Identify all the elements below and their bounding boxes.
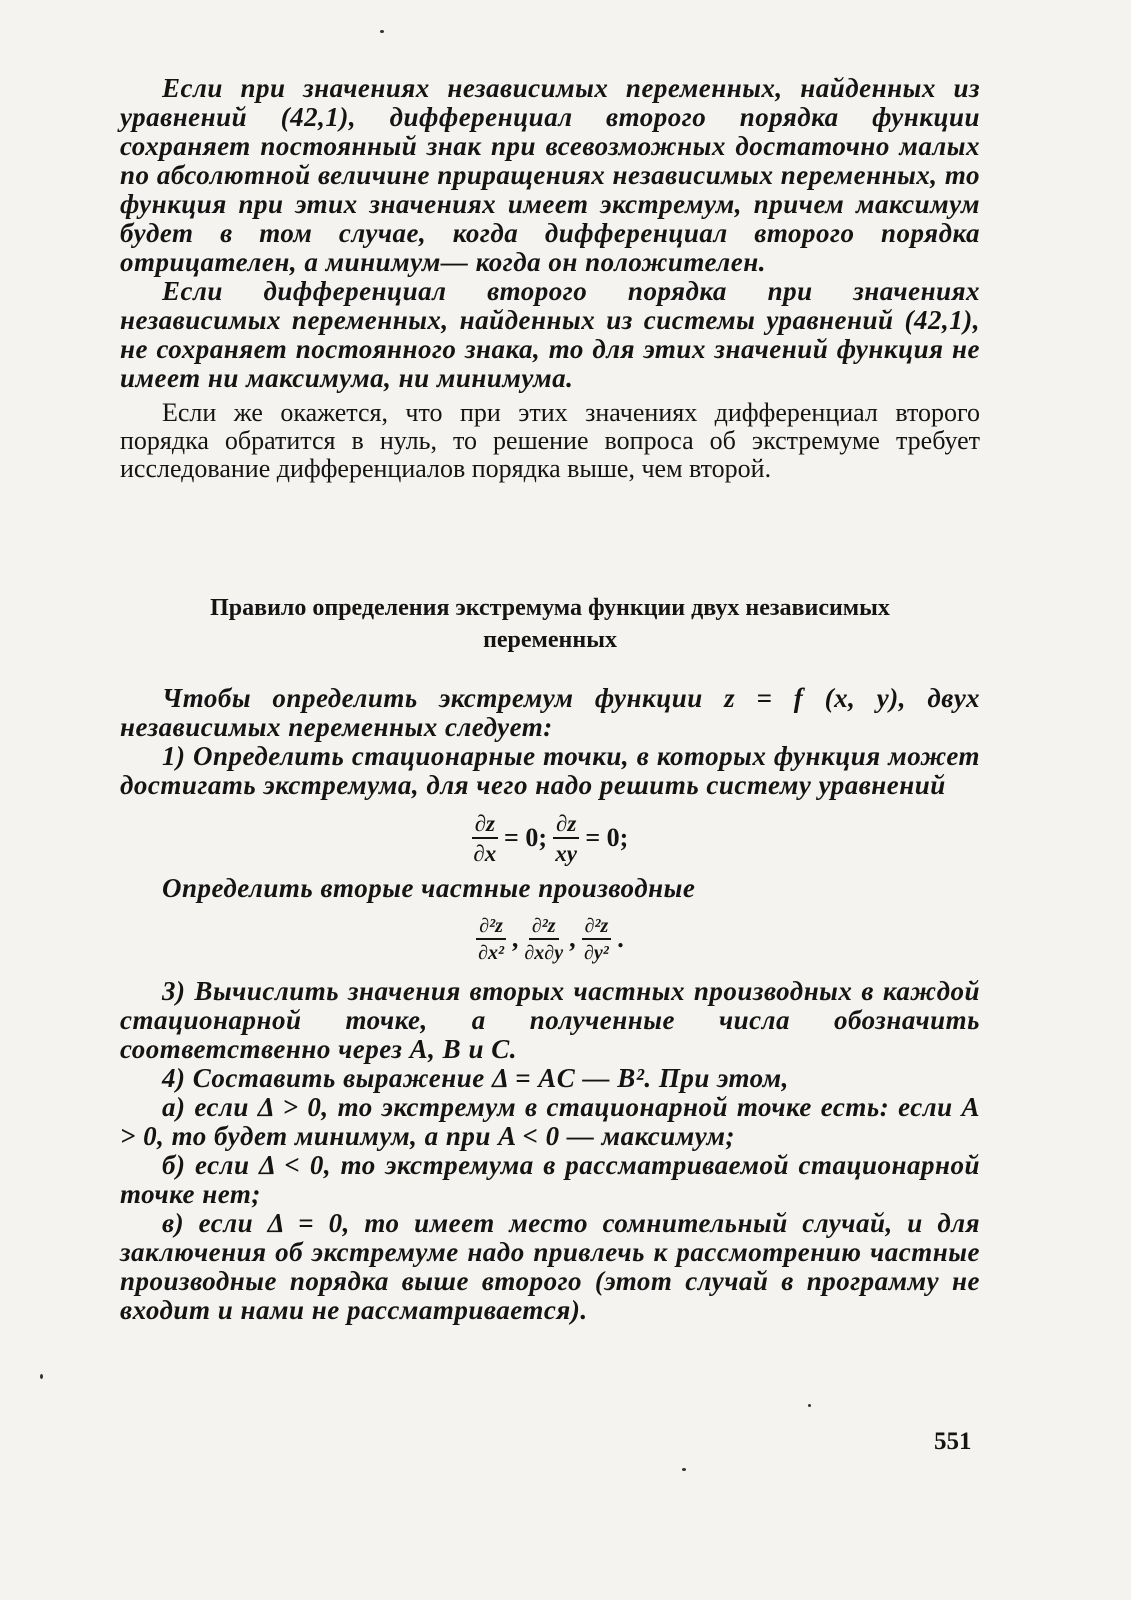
second-partial-xx	[476, 916, 506, 963]
rule-step-1: 1) Определить стационарные точки, в которых функция может достигать экстремума, для чего надо решить систему уравнений	[120, 741, 980, 800]
fraction-numerator: ∂²z	[529, 916, 559, 940]
theorem-block	[120, 74, 980, 483]
equals-zero: = 0;	[585, 823, 629, 852]
case-c: в) если Δ = 0, то имеет место сомнительный случай, и для заключения об экстремуме надо привлечь к рассмотрению частные производные порядка выше второго (этот случай в программу не входит и нами не рассматривается).	[120, 1208, 980, 1325]
fraction-denominator: ∂x²	[478, 941, 505, 964]
page-number: 551	[934, 1428, 972, 1455]
scan-speck	[808, 1404, 811, 1407]
second-partial-xy	[524, 916, 563, 963]
separator: .	[617, 924, 624, 953]
fraction-denominator: ∂x∂y	[524, 941, 564, 964]
case-b: б) если Δ < 0, то экстремума в рассматриваемой стационарной точке нет;	[120, 1150, 980, 1209]
second-derivatives	[120, 911, 980, 967]
scan-speck	[682, 1468, 686, 1471]
equals-zero: = 0;	[504, 823, 547, 852]
fraction-numerator: ∂²z	[476, 916, 506, 940]
rule-block	[120, 684, 980, 1325]
stationary-equations	[120, 810, 980, 866]
partial-z-x-fraction	[472, 812, 498, 865]
fraction-denominator: ∂y²	[584, 941, 609, 964]
fraction-denominator: ∂x	[473, 840, 497, 866]
second-partial-yy	[582, 916, 612, 963]
section-heading-block	[150, 592, 950, 656]
scan-speck	[380, 30, 384, 33]
scan-speck	[40, 1374, 43, 1379]
separator: ,	[569, 924, 576, 953]
rule-step-4: 4) Составить выражение Δ = AC — B². При этом,	[162, 1063, 789, 1093]
theorem-paragraph-no-extremum: Если дифференциал второго порядка при значениях независимых переменных, найденных из системы уравнений (42,1), не сохраняет постоянного знака, то для этих значений функция не имеет ни максимума, ни минимума.	[120, 276, 980, 393]
fraction-numerator: ∂z	[472, 812, 498, 839]
fraction-numerator: ∂²z	[582, 916, 612, 940]
section-heading: Правило определения экстремума функции двух независимых переменных	[210, 595, 890, 653]
rule-step-2: Определить вторые частные производные	[162, 873, 696, 903]
rule-step-3: 3) Вычислить значения вторых частных производных в каждой стационарной точке, а полученные числа обозначить соответственно через A, B и C.	[120, 976, 980, 1064]
theorem-paragraph-extremum-condition: Если при значениях независимых переменных, найденных из уравнений (42,1), дифференциал второго порядка функции сохраняет постоянный знак при всевозможных достаточно малых по абсолютной величине приращениях независимых переменных, то функция при этих значениях имеет экстремум, причем максимум будет в том случае, когда дифференциал второго порядка отрицателен, а минимум— когда он положителен.	[120, 73, 980, 277]
separator: ,	[511, 924, 519, 953]
fraction-numerator: ∂z	[553, 812, 579, 839]
case-a: а) если Δ > 0, то экстремум в стационарной точке есть: если A > 0, то будет минимум, а при A < 0 — максимум;	[120, 1092, 980, 1151]
fraction-denominator: xy	[555, 840, 578, 866]
paragraph-zero-differential: Если же окажется, что при этих значениях дифференциал второго порядка обратится в нуль, то решение вопроса об экстремуме требует исследование дифференциалов порядка выше, чем второй.	[120, 398, 980, 483]
partial-z-y-fraction	[553, 812, 579, 865]
rule-intro: Чтобы определить экстремум функции z = f (x, y), двух независимых переменных следует:	[120, 683, 980, 742]
